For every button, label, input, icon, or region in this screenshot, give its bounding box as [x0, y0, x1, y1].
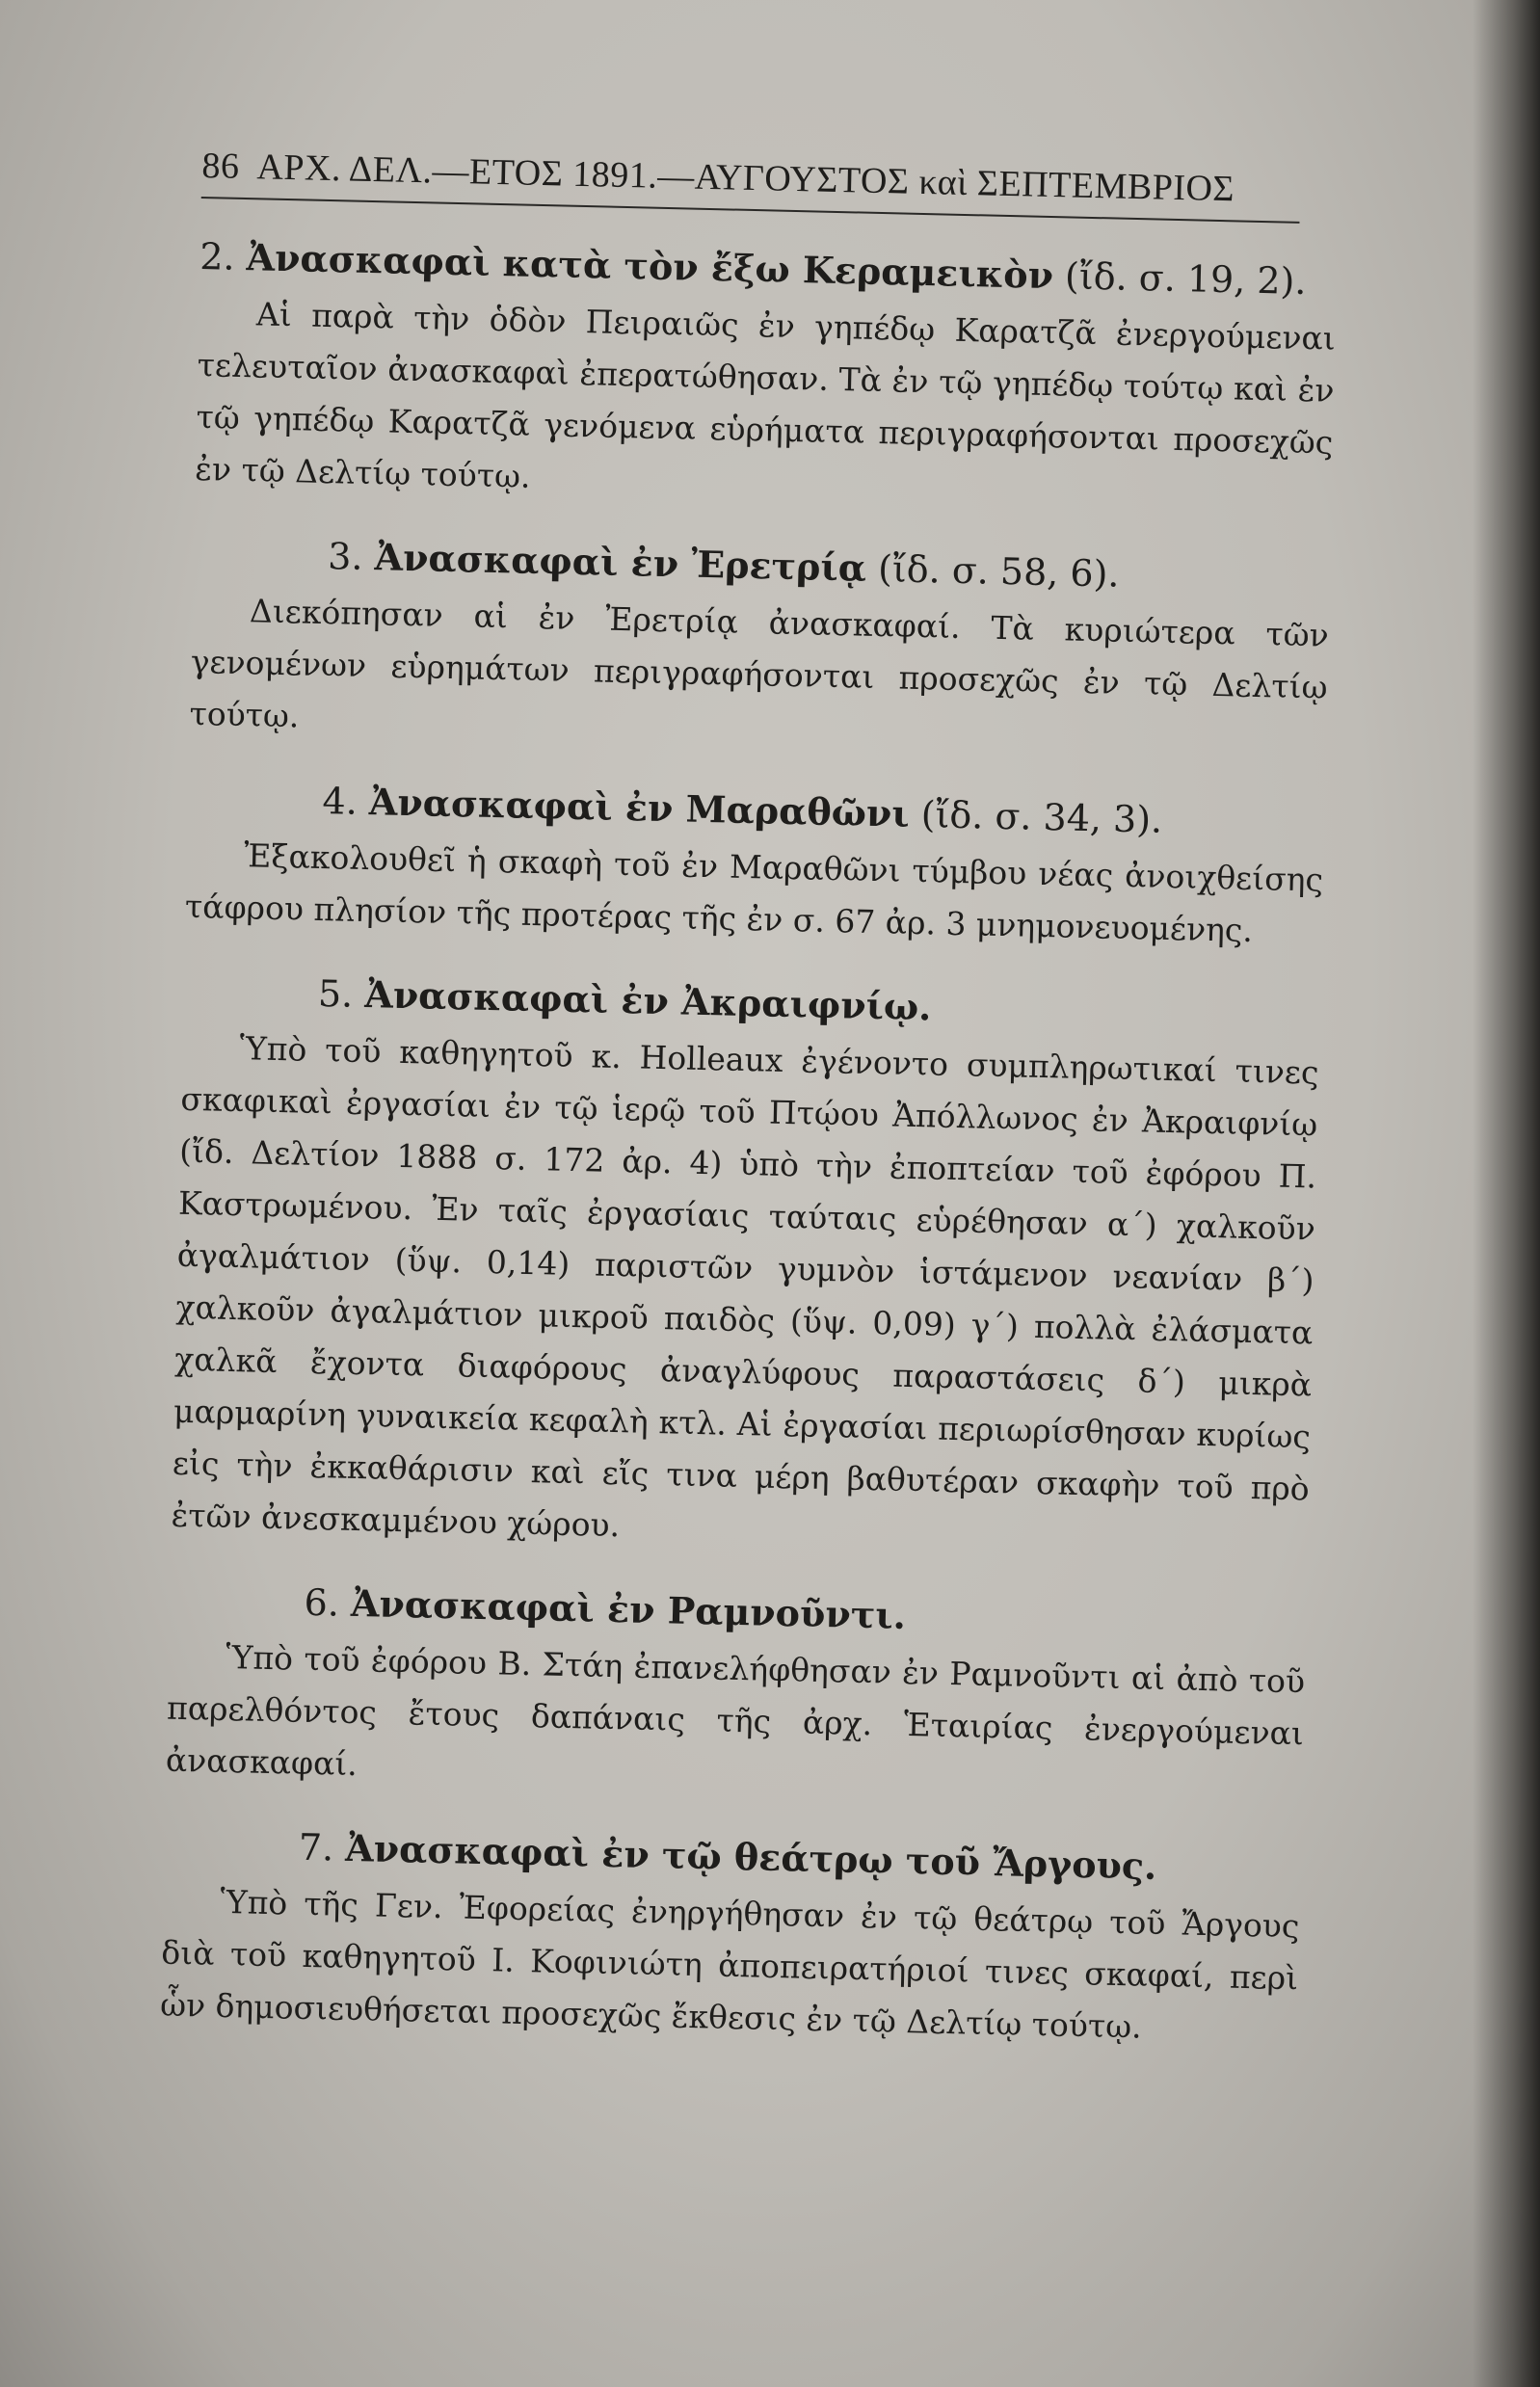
section-number: 3.	[327, 535, 364, 578]
section-body	[184, 829, 1323, 959]
section-title: Ἀνασκαφαὶ ἐν Μαραθῶνι	[368, 780, 911, 835]
section-title: Ἀνασκαφαὶ ἐν τῷ θεάτρῳ τοῦ Ἄργους.	[344, 1825, 1157, 1888]
book-spine-shadow	[1473, 0, 1540, 2387]
section-body	[171, 1021, 1319, 1568]
section-6	[165, 1575, 1307, 1813]
section-2	[195, 231, 1338, 521]
section-reference: (ἴδ. σ. 34, 3).	[920, 793, 1163, 841]
section-body	[160, 1875, 1300, 2057]
section-body-text: Ὑπὸ τῆς Γεν. Ἐφορείας ἐνηργήθησαν ἐν τῷ θεάτρῳ τοῦ Ἄργους διὰ τοῦ καθηγητοῦ Ι. Κοφινιώτη ἀποπειρατήριοί τινες σκαφαί, περὶ ὧν δημοσιευθήσεται προσεχῶς ἔκθεσις ἐν τῷ Δελτίῳ τούτῳ.	[159, 1882, 1300, 2046]
section-body-text: Ὑπὸ τοῦ ἐφόρου Β. Στάη ἐπανελήφθησαν ἐν Ραμνοῦντι αἱ ἀπὸ τοῦ παρελθόντος ἔτους δαπάναις τῆς ἀρχ. Ἑταιρίας ἐνεργούμεναι ἀνασκαφαί.	[165, 1637, 1306, 1784]
section-number: 5.	[317, 971, 354, 1016]
section-title: Ἀνασκαφαὶ ἐν Ἀκραιφνίῳ.	[363, 972, 932, 1029]
section-body	[189, 584, 1329, 766]
section-title: Ἀνασκαφαὶ κατὰ τὸν ἔξω Κεραμεικὸν	[246, 235, 1054, 298]
section-body	[195, 287, 1337, 521]
section-body	[165, 1631, 1305, 1813]
section-number: 6.	[304, 1580, 340, 1625]
section-reference: (ἴδ. σ. 19, 2).	[1064, 254, 1307, 304]
section-body-text: Αἱ παρὰ τὴν ὁδὸν Πειραιῶς ἐν γηπέδῳ Καρατζᾶ ἐνεργούμεναι τελευταῖον ἀνασκαφαὶ ἐπερατώθησαν. Τὰ ἐν τῷ γηπέδῳ τούτῳ καὶ ἐν τῷ γηπέδῳ Καρατζᾶ γενόμενα εὑρήματα περιγραφήσονται προσεχῶς ἐν τῷ Δελτίῳ τούτῳ.	[194, 295, 1337, 495]
page-number: 86	[201, 145, 240, 187]
section-body-text: Ὑπὸ τοῦ καθηγητοῦ κ. Holleaux ἐγένοντο συμπληρωτικαί τινες σκαφικαὶ ἐργασίαι ἐν τῷ ἱερῷ τοῦ Πτῴου Ἀπόλλωνος ἐν Ἀκραιφνίῳ (ἴδ. Δελτίον 1888 σ. 172 ἀρ. 4) ὑπὸ τὴν ἐποπτείαν τοῦ ἐφόρου Π. Καστρωμένου. Ἐν ταῖς ἐργασίαις ταύταις εὑρέθησαν α΄) χαλκοῦν ἀγαλμάτιον (ὕψ. 0,14) παριστῶν γυμνὸν ἱστάμενον νεανίαν β΄) χαλκοῦν ἀγαλμάτιον μικροῦ παιδὸς (ὕψ. 0,09) γ΄) πολλὰ ἐλάσματα χαλκᾶ ἔχοντα διαφόρους ἀναγλύφους παραστάσεις δ΄) μικρὰ μαρμαρίνη γυναικεία κεφαλὴ κτλ. Αἱ ἐργασίαι περιωρίσθησαν κυρίως εἰς τὴν ἐκκαθάρισιν καὶ εἴς τινα μέρη βαθυτέραν σκαφὴν τοῦ πρὸ ἐτῶν ἀνεσκαμμένου χώρου.	[171, 1029, 1319, 1545]
section-reference: (ἴδ. σ. 58, 6).	[877, 547, 1121, 596]
section-3	[189, 528, 1331, 766]
section-4	[184, 773, 1324, 959]
section-number: 7.	[298, 1825, 334, 1870]
section-title: Ἀνασκαφαὶ ἐν Ἐρετρίᾳ	[374, 535, 867, 590]
text-block	[160, 145, 1340, 2056]
running-title: ΑΡΧ. ΔΕΛ.—ΕΤΟΣ 1891.—ΑΥΓΟΥΣΤΟΣ καὶ ΣΕΠΤΕΜΒΡΙΟΣ	[256, 146, 1235, 210]
section-7	[160, 1819, 1302, 2057]
section-number: 2.	[199, 234, 236, 278]
section-body-text: Διεκόπησαν αἱ ἐν Ἐρετρίᾳ ἀνασκαφαί. Τὰ κυριώτερα τῶν γενομένων εὑρημάτων περιγραφήσονται προσεχῶς ἐν τῷ Δελτίῳ τούτῳ.	[189, 592, 1330, 735]
running-header	[201, 145, 1301, 224]
section-number: 4.	[322, 780, 358, 823]
section-body-text: Ἐξακολουθεῖ ἡ σκαφὴ τοῦ ἐν Μαραθῶνι τύμβου νέας ἀνοιχθείσης τάφρου πλησίον τῆς προτέρας τῆς ἐν σ. 67 ἀρ. 3 μνημονευομένης.	[184, 836, 1324, 949]
section-5	[171, 966, 1320, 1568]
section-title: Ἀνασκαφαὶ ἐν Ραμνοῦντι.	[350, 1580, 907, 1637]
